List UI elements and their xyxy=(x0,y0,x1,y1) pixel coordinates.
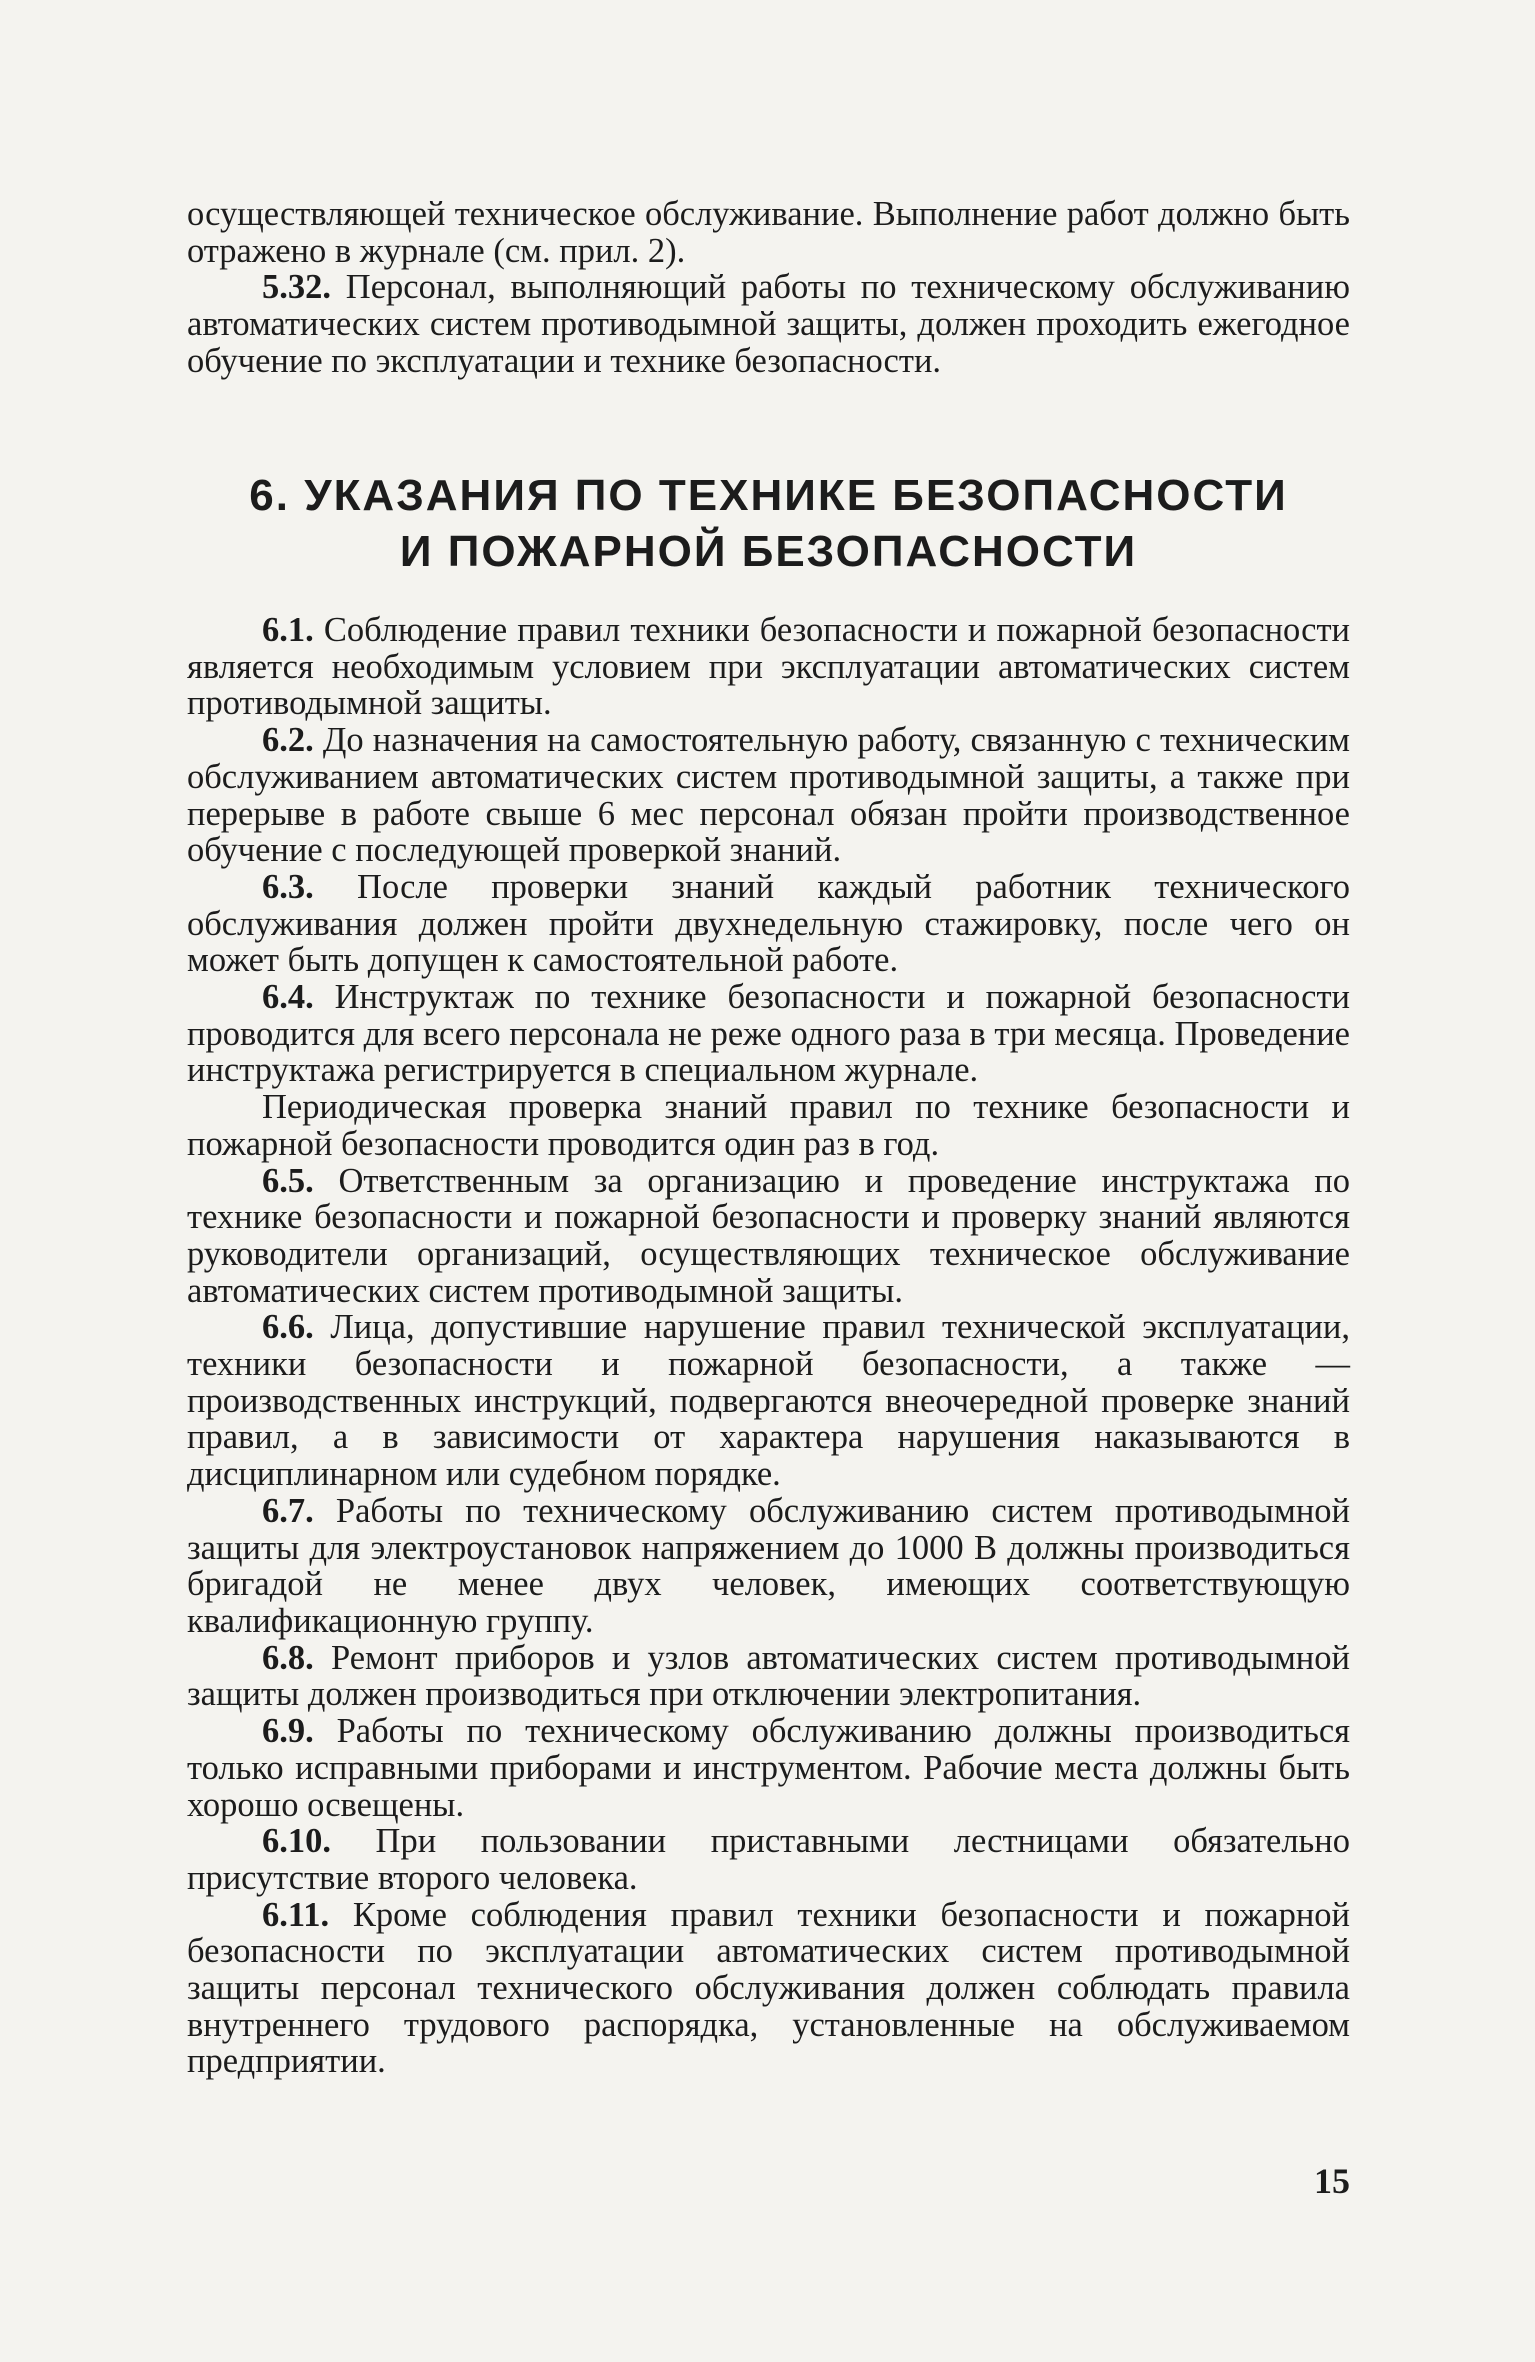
paragraph-6-2: 6.2. До назначения на самостоятельную работу, связанную с техническим обслуживанием автоматических систем противодымной защиты, а также при перерыве в работе свыше 6 мес персонал обязан пройти производственное обучение с последующей проверкой знаний. xyxy=(187,721,1350,870)
paragraph-6-7: 6.7. Работы по техническому обслуживанию систем противодымной защиты для электроустановок напряжением до 1000 В должны производиться бригадой не менее двух человек, имеющих соответствующую квалификационную группу. xyxy=(187,1491,1350,1640)
paragraph-6-8: 6.8. Ремонт приборов и узлов автоматических систем противодымной защиты должен производиться при отключении электропитания. xyxy=(187,1638,1350,1714)
paragraph-6-1: 6.1. Соблюдение правил техники безопасности и пожарной безопасности является необходимым условием при эксплуатации автоматических систем противодымной защиты. xyxy=(187,611,1350,723)
paragraph-5-32: 5.32. Персонал, выполняющий работы по техническому обслуживанию автоматических систем противодымной защиты, должен проходить ежегодное обучение по эксплуатации и технике безопасности. xyxy=(187,268,1350,380)
paragraph-6-3: 6.3. После проверки знаний каждый работник технического обслуживания должен пройти двухнедельную стажировку, после чего он может быть допущен к самостоятельной работе. xyxy=(187,867,1350,980)
paragraph-6-9: 6.9. Работы по техническому обслуживанию должны производиться только исправными приборами и инструментом. Рабочие места должны быть хорошо освещены. xyxy=(187,1712,1350,1824)
paragraph-continuation: осуществляющей техническое обслуживание. Выполнение работ должно быть отражено в журнале (см. прил. 2). xyxy=(187,195,1350,270)
section-heading-line-1: 6. УКАЗАНИЯ ПО ТЕХНИКЕ БЕЗОПАСНОСТИ xyxy=(249,471,1288,520)
section-heading-line-2: И ПОЖАРНОЙ БЕЗОПАСНОСТИ xyxy=(399,527,1138,576)
section-body xyxy=(187,612,1350,2080)
paragraph-6-4: 6.4. Инструктаж по технике безопасности и пожарной безопасности проводится для всего персонала не реже одного раза в три месяца. Проведение инструктажа регистрируется в специальном журнале. xyxy=(187,978,1350,1090)
page-number: 15 xyxy=(1314,2161,1350,2201)
paragraph-6-10: 6.10. При пользовании приставными лестницами обязательно присутствие второго человека. xyxy=(187,1822,1350,1897)
paragraph-6-6: 6.6. Лица, допустившие нарушение правил технической эксплуатации, техники безопасности и пожарной безопасности, а также — производственных инструкций, подвергаются внеочередной проверке знаний правил, а в зависимости от характера нарушения наказываются в дисциплинарном или судебном порядке. xyxy=(187,1308,1350,1494)
paragraph-6-11: 6.11. Кроме соблюдения правил техники безопасности и пожарной безопасности по эксплуатации автоматических систем противодымной защиты персонал технического обслуживания должен соблюдать правила внутреннего трудового распорядка, установленные на обслуживаемом предприятии. xyxy=(187,1895,1350,2081)
section-heading xyxy=(187,468,1350,580)
continued-text-block xyxy=(187,196,1350,380)
paragraph-periodic-check: Периодическая проверка знаний правил по технике безопасности и пожарной безопасности проводится один раз в год. xyxy=(187,1088,1350,1163)
paragraph-6-5: 6.5. Ответственным за организацию и проведение инструктажа по технике безопасности и пожарной безопасности и проверку знаний являются руководители организаций, осуществляющих техническое обслуживание автоматических систем противодымной защиты. xyxy=(187,1161,1350,1310)
